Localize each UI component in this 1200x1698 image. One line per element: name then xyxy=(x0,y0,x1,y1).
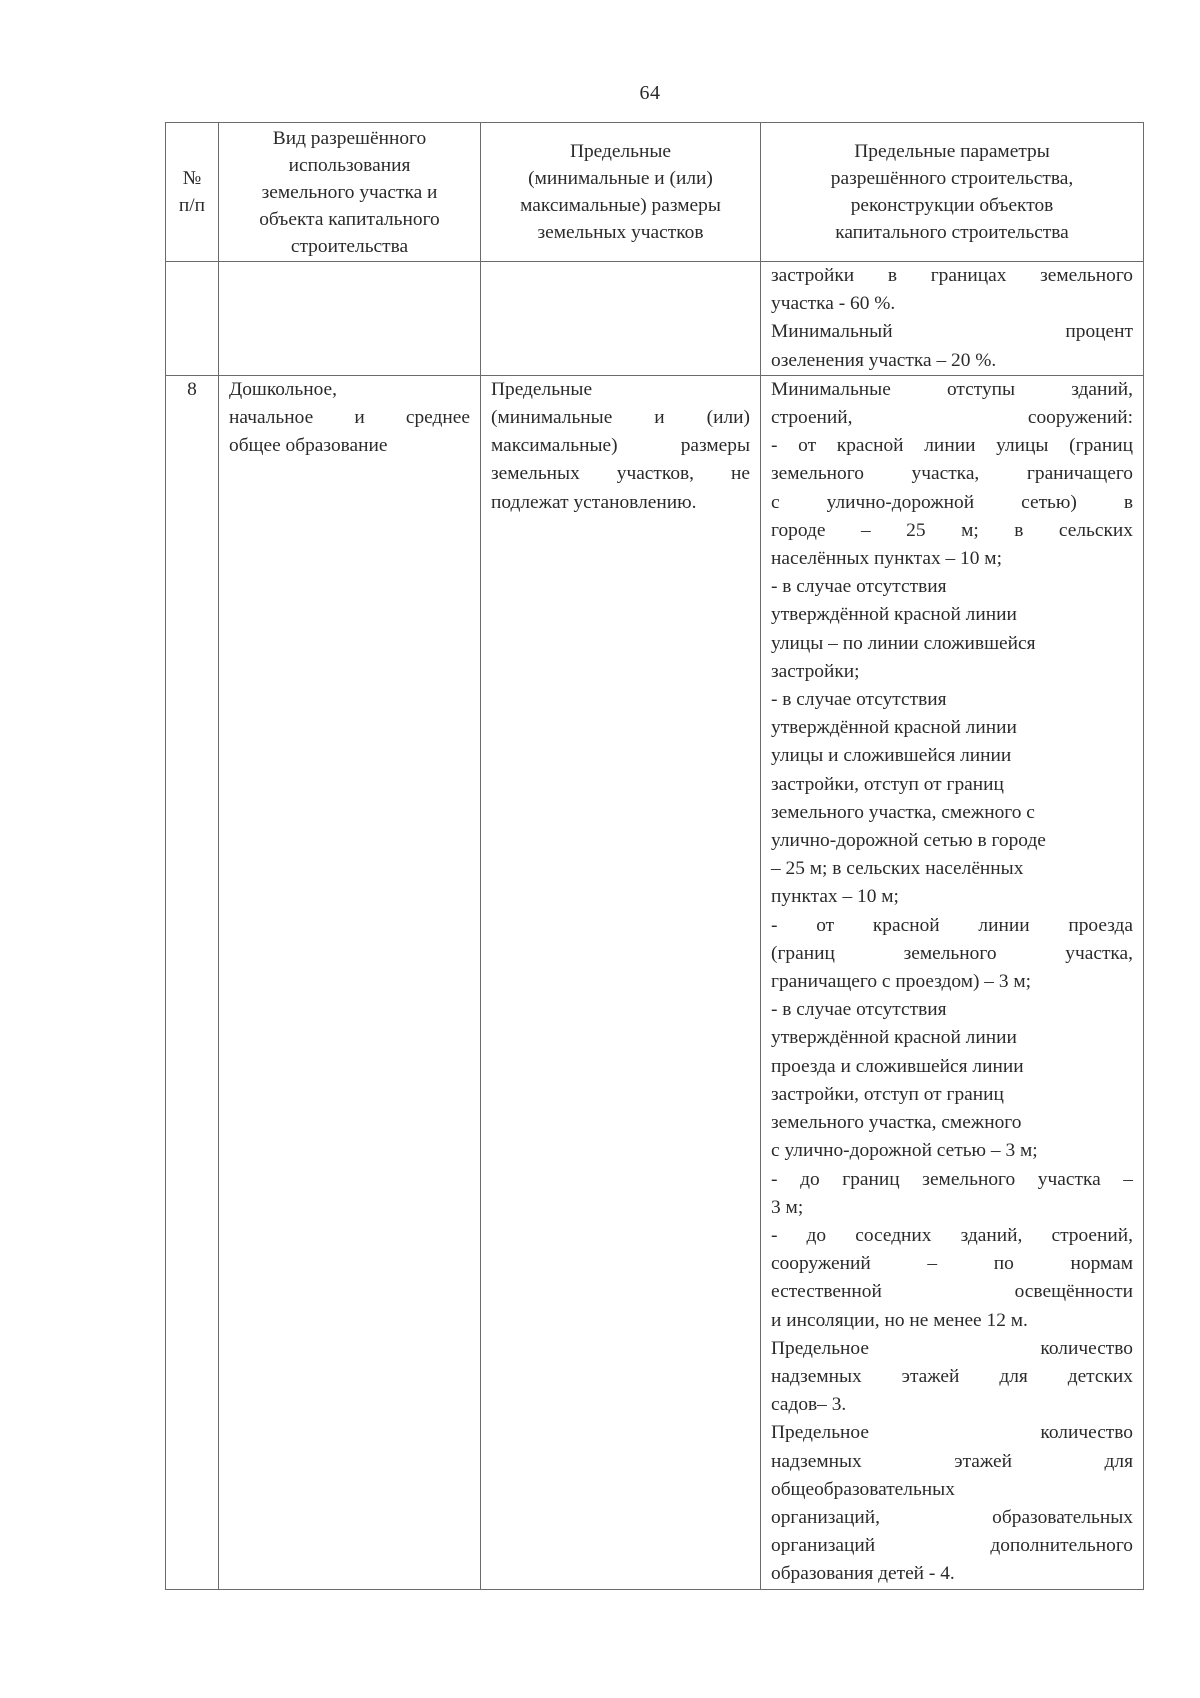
zoning-parameters-table xyxy=(165,122,1144,1590)
cell-construction-params: застройки в границах земельного участка - 60 %. Минимальный процент озеленения участка – 20 %. xyxy=(761,262,1144,376)
header-use-type: Вид разрешённого использования земельного участка и объекта капитального строительства xyxy=(219,123,481,262)
header-plot-sizes: Предельные (минимальные и (или) максимальные) размеры земельных участков xyxy=(481,123,761,262)
cell-number: 8 xyxy=(166,375,219,1589)
table-row xyxy=(166,262,1144,376)
header-number: № п/п xyxy=(166,123,219,262)
cell-number xyxy=(166,262,219,376)
table-row xyxy=(166,375,1144,1589)
cell-construction-params: Минимальные отступы зданий, строений, сооружений: - от красной линии улицы (границ земельного участка, граничащего с улично-дорожной сетью) в городе – 25 м; в сельских населённых пунктах – 10 м; - в случае отсутствия утверждённой красной линии улицы – по линии сложившейся застройки; - в случае отсутствия утверждённой красной линии улицы и сложившейся линии застройки, отступ от границ земельного участка, смежного с улично-дорожной сетью в городе – 25 м; в сельских населённых пунктах – 10 м; - от красной линии проезда (границ земельного участка, граничащего с проездом) – 3 м; - в случае отсутствия утверждённой красной линии проезда и сложившейся линии застройки, отступ от границ земельного участка, смежного с улично-дорожной сетью – 3 м; - до границ земельного участка – 3 м; - до соседних зданий, строений, сооружений – по нормам естественной освещённости и инсоляции, но не менее 12 м. Предельное количество надземных этажей для детских садов– 3. Предельное количество надземных этажей для общеобразовательных организаций, образовательных организаций дополнительного образования детей - 4. xyxy=(761,375,1144,1589)
page-number: 64 xyxy=(639,82,661,104)
header-construction-params: Предельные параметры разрешённого строительства, реконструкции объектов капитального строительства xyxy=(761,123,1144,262)
cell-plot-sizes xyxy=(481,262,761,376)
cell-use-type xyxy=(219,262,481,376)
cell-use-type: Дошкольное, начальное и среднее общее образование xyxy=(219,375,481,1589)
cell-plot-sizes: Предельные (минимальные и (или) максимальные) размеры земельных участков, не подлежат установлению. xyxy=(481,375,761,1589)
table-header-row xyxy=(166,123,1144,262)
